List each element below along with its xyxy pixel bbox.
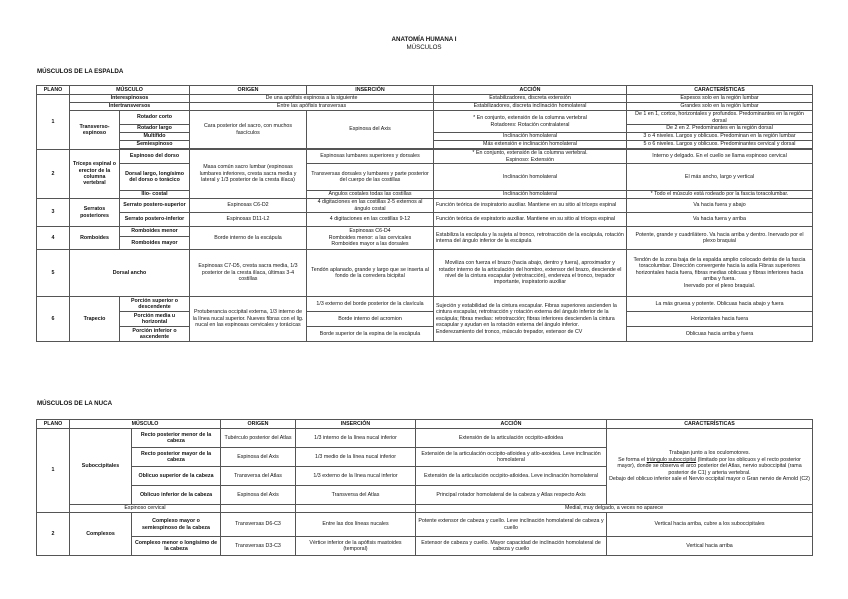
features-cell: De 2 en 2. Predominantes en la región dorsal	[627, 125, 813, 133]
insertion-cell: Entre las dos líneas nucales	[296, 513, 416, 537]
muscle-name: Romboides menor	[120, 227, 190, 237]
muscle-name: Complexo menor o longísimo de la cabeza	[132, 537, 221, 556]
plano-cell: 2	[37, 513, 70, 556]
header-insercion: INSERCIÓN	[307, 86, 434, 95]
header-accion: ACCIÓN	[434, 86, 627, 95]
muscle-name: Oblicuo superior de la cabeza	[132, 467, 221, 486]
table-row	[37, 103, 813, 111]
insertion-cell: 4 digitaciones en las costillas 2-5 externos al ángulo costal	[307, 199, 434, 213]
action-cell: * En conjunto, extensión de la columna vertebral Rotadores: Rotación contralateral	[434, 111, 627, 133]
features-cell: Vertical hacia arriba	[607, 537, 813, 556]
action-cell: Inclinación homolateral	[434, 164, 627, 191]
header-caracteristicas: CARACTERÍSTICAS	[627, 86, 813, 95]
header-caracteristicas: CARACTERÍSTICAS	[607, 420, 813, 429]
table-row	[37, 250, 813, 297]
header-insercion: INSERCIÓN	[296, 420, 416, 429]
muscle-name: Romboides mayor	[120, 237, 190, 250]
plano-cell: 3	[37, 199, 70, 227]
back-muscles-table	[36, 85, 813, 342]
muscle-group: Trapecio	[70, 297, 120, 342]
muscle-name: Dorsal ancho	[70, 250, 190, 297]
action-cell: Medial, muy delgado, a veces no aparece	[416, 505, 813, 513]
origin-cell: Transversa del Atlas	[221, 467, 296, 486]
insertion-cell: Espinosa del Axis	[307, 111, 434, 149]
header-musculo: MÚSCULO	[70, 86, 190, 95]
table-row	[37, 150, 813, 164]
features-cell: Espesos solo en la región lumbar	[627, 95, 813, 103]
insertion-cell: Transversas dorsales y lumbares y parte posterior del cuerpo de las costillas	[307, 164, 434, 191]
action-cell: Estabilizadores, discreta inclinación homolateral	[434, 103, 627, 111]
action-cell: Función teórica de inspiratorio auxiliar. Mantiene en su sitio al tríceps espinal	[434, 199, 627, 213]
table-row	[37, 327, 813, 342]
origin-cell: Espinosas D11-L2	[190, 213, 307, 227]
muscle-name: Rotador largo	[120, 125, 190, 133]
neck-muscles-table	[36, 419, 813, 556]
table-header-row	[37, 86, 813, 95]
plano-cell: 4	[37, 227, 70, 250]
features-cell: De 1 en 1, cortos, horizontales y profundos. Predominantes en la región dorsal	[627, 111, 813, 125]
muscle-name: Serrato postero-inferior	[120, 213, 190, 227]
action-cell: Moviliza con fuerza el brazo (hacia abajo, dentro y fuera), aproximador y rotador interno de la articulación del hombro, extensor del brazo, desciende el nivel de la cintura escapular (retrotracción), endereza el tronco, trepador importante, inspiratorio auxiliar	[434, 250, 627, 297]
features-cell: El más ancho, largo y vertical	[627, 164, 813, 191]
action-cell: Inclinación homolateral	[434, 191, 627, 199]
header-musculo: MÚSCULO	[70, 420, 221, 429]
insertion-cell: Vértice inferior de la apófisis mastoides (temporal)	[296, 537, 416, 556]
plano-cell: 2	[37, 150, 70, 199]
features-cell: Vertical hacia arriba, cubre a los suboccipitales	[607, 513, 813, 537]
muscle-name: Interespinosos	[70, 95, 190, 103]
action-cell: * En conjunto, extensión de la columna vertebral. Espinoso: Extensión	[434, 150, 627, 164]
document-title: ANATOMÍA HUMANA I	[391, 36, 457, 43]
suboccipital-note: Trabajan junto a los oculomotores.	[668, 450, 751, 457]
header-accion: ACCIÓN	[416, 420, 607, 429]
table-row	[37, 537, 813, 556]
plano-cell: 5	[37, 250, 70, 297]
table-row	[37, 213, 813, 227]
origin-cell: Cara posterior del sacro, con muchos fascículos	[190, 111, 307, 149]
table-row	[37, 199, 813, 213]
action-cell: Extensión de la articulación occipito-atloidea y atlo-axoidea. Leve inclinación homolateral	[416, 448, 607, 467]
muscle-name: Serrato postero-superior	[120, 199, 190, 213]
action-cell: Sujeción y estabilidad de la cintura escapular. Fibras superiores ascienden la cintura escapular, retrotracción y rotación externa del ángulo inferior de la escápula; fibras medias: retrotracción; fibras inferiores descienden la cintura escapular y ayudan en la rotación externa del ángulo inferior. Enderezamiento del tronco, músculo trepador, extensor de CV	[434, 297, 627, 342]
muscle-group: Romboides	[70, 227, 120, 250]
table-row	[37, 505, 813, 513]
features-cell: * Todo el músculo está rodeado por la fascia toracolumbar.	[627, 191, 813, 199]
suboccipital-triangle-term: triángulo suboccipital	[646, 456, 697, 463]
muscle-group: Tríceps espinal o erector de la columna vertebral	[70, 150, 120, 199]
insertion-cell: Tendón aplanado, grande y largo que se inserta al fondo de la corredera bicipital	[307, 250, 434, 297]
features-cell: Va hacia fuera y abajo	[627, 199, 813, 213]
features-cell: Va hacia fuera y arriba	[627, 213, 813, 227]
insertion-cell: 1/3 externo del borde posterior de la clavícula	[307, 297, 434, 312]
origin-cell: Espinosas C6-D2	[190, 199, 307, 213]
action-cell: Extensor de cabeza y cuello. Mayor capacidad de inclinación homolateral de cabeza y cuello	[416, 537, 607, 556]
table-header-row	[37, 420, 813, 429]
table-row	[37, 312, 813, 327]
action-cell: Estabilizadores, discreta extensión	[434, 95, 627, 103]
insertion-cell: 4 digitaciones en las costillas 9-12	[307, 213, 434, 227]
header-plano: PLANO	[37, 420, 70, 429]
features-cell: Oblicuas hacia arriba y fuera	[627, 327, 813, 342]
muscle-name: Porción superior o descendente	[120, 297, 190, 312]
features-cell: Interno y delgado. En el cuello se llama espinoso cervical	[627, 150, 813, 164]
origin-cell: Espinosas C7-D5, cresta sacra media, 1/3 posterior de la cresta ilíaca, últimas 3-4 costillas	[190, 250, 307, 297]
table-row	[37, 191, 813, 199]
action-cell: Función teórica de espiratorio auxiliar. Mantiene en su sitio al tríceps espinal	[434, 213, 627, 227]
muscle-name: Dorsal largo, longísimo del dorso o torácico	[120, 164, 190, 191]
table-row	[37, 164, 813, 191]
features-cell: Horizontales hacia fuera	[627, 312, 813, 327]
table-row	[37, 297, 813, 312]
features-cell: 5 o 6 niveles. Largos y oblicuos. Predominantes cervical y dorsal	[627, 141, 813, 149]
insertion-cell: 1/3 interno de la línea nucal inferior	[296, 429, 416, 448]
origin-cell: Transversas D3-C3	[221, 537, 296, 556]
features-cell: La más gruesa y potente. Oblicuas hacia abajo y fuera	[627, 297, 813, 312]
insertion-cell: Espinosas C6-D4 Romboides menor: a las cervicales Romboides mayor a las dorsales	[307, 227, 434, 250]
origin-cell: Masa común sacro lumbar (espinosas lumbares inferiores, cresta sacra media y lateral y 1/3 posterior de la cresta ilíaca)	[190, 150, 307, 199]
muscle-name: Espinoso cervical	[70, 505, 221, 513]
muscle-name: Multífido	[120, 133, 190, 141]
origin-cell: Tubérculo posterior del Atlas	[221, 429, 296, 448]
action-cell: Inclinación homolateral	[434, 133, 627, 141]
insertion-cell: 1/3 externo de la línea nucal inferior	[296, 467, 416, 486]
origin-cell: Protuberancia occipital externa, 1/3 interno de la línea nucal superior. Nueves fibras con el lig. nucal en las espinosas cervicales y torácicas	[190, 297, 307, 342]
plano-cell: 6	[37, 297, 70, 342]
muscle-name: Porción inferior o ascendente	[120, 327, 190, 342]
table-row	[37, 429, 813, 448]
features-cell	[607, 429, 813, 505]
suboccipital-desc-start: Se forma el	[618, 456, 647, 463]
origin-cell: Espinosa del Axis	[221, 448, 296, 467]
muscle-group: Complexos	[70, 513, 132, 556]
muscle-name: Espinoso del dorso	[120, 150, 190, 164]
muscle-group: Suboccipitales	[70, 429, 132, 505]
table-row	[37, 513, 813, 537]
origin-cell: Borde interno de la escápula	[190, 227, 307, 250]
table-row	[37, 95, 813, 103]
insertion-cell: Borde superior de la espina de la escápula	[307, 327, 434, 342]
action-cell: Extensión de la articulación occipito-atloidea. Leve inclinación homolateral	[416, 467, 607, 486]
plano-cell: 1	[37, 95, 70, 150]
table-row	[37, 227, 813, 237]
plano-cell: 1	[37, 429, 70, 513]
origin-cell: Transversas D6-C3	[221, 513, 296, 537]
action-cell: Extensión de la articulación occipito-atloidea	[416, 429, 607, 448]
header-plano: PLANO	[37, 86, 70, 95]
features-cell: Potente, grande y cuadrilátero. Va hacia arriba y dentro. Inervado por el plexo braquial	[627, 227, 813, 250]
muscle-name: Ilio- costal	[120, 191, 190, 199]
action-cell: Estabiliza la escápula y la sujeta al tronco, retrotracción de la escápula, rotación interna del ángulo inferior de la escápula	[434, 227, 627, 250]
insertion-cell: De una apófisis espinosa a la siguiente	[190, 95, 434, 103]
back-section-title: MÚSCULOS DE LA ESPALDA	[37, 68, 124, 75]
muscle-group: Transverso-espinoso	[70, 111, 120, 150]
action-cell: Más extensión e inclinación homolateral	[434, 141, 627, 149]
muscle-name: Oblicuo inferior de la cabeza	[132, 486, 221, 505]
features-cell: Grandes solo en la región lumbar	[627, 103, 813, 111]
header-origen: ORIGEN	[190, 86, 307, 95]
insertion-cell: Transversa del Atlas	[296, 486, 416, 505]
muscle-name: Porción media u horizontal	[120, 312, 190, 327]
header-origen: ORIGEN	[221, 420, 296, 429]
muscle-name: Recto posterior menor de la cabeza	[132, 429, 221, 448]
features-cell: Tendón de la zona baja de la espalda amplio colocado detrás de la fascia toracolumbar. Dirección convergente hacia la axila Fibras superiores horizontales hacia fuera, fibras medias oblicuas y fibras inferiores hacia arriba y fuera. Inervado por el plexo braquial.	[627, 250, 813, 297]
action-cell: Potente extensor de cabeza y cuello. Leve inclinación homolateral de cabeza y cuello	[416, 513, 607, 537]
muscle-name: Rotador corto	[120, 111, 190, 125]
muscle-name: Semiespinoso	[120, 141, 190, 149]
insertion-cell: Ángulos costales todas las costillas	[307, 191, 434, 199]
insertion-cell: Entre las apófisis transversas	[190, 103, 434, 111]
suboccipital-desc-end: (limitado por los oblicuos y el recto posterior mayor), donde se observa el arco posterior del Atlas, nervio suboccipital (rama posterior de C1) y arteria vertebral. Debajo del oblicuo inferior sale el Nervio occipital mayor o Gran nervio de Arnold (C2)	[609, 456, 810, 483]
muscle-name: Complexo mayor o semiespinoso de la cabeza	[132, 513, 221, 537]
muscle-name: Recto posterior mayor de la cabeza	[132, 448, 221, 467]
document-subtitle: MÚSCULOS	[406, 44, 442, 51]
features-cell: 3 o 4 niveles. Largos y oblicuos. Predominan en la región lumbar	[627, 133, 813, 141]
insertion-cell: Borde interno del acromion	[307, 312, 434, 327]
action-cell: Principal rotador homolateral de la cabeza y Atlas respecto Axis	[416, 486, 607, 505]
muscle-group: Serratos posteriores	[70, 199, 120, 227]
insertion-cell: 1/3 medio de la línea nucal inferior	[296, 448, 416, 467]
muscle-name: Intertransversos	[70, 103, 190, 111]
neck-section-title: MÚSCULOS DE LA NUCA	[37, 400, 113, 407]
insertion-cell: Espinosas lumbares superiores y dorsales	[307, 150, 434, 164]
origin-cell: Espinosa del Axis	[221, 486, 296, 505]
table-row	[37, 111, 813, 125]
